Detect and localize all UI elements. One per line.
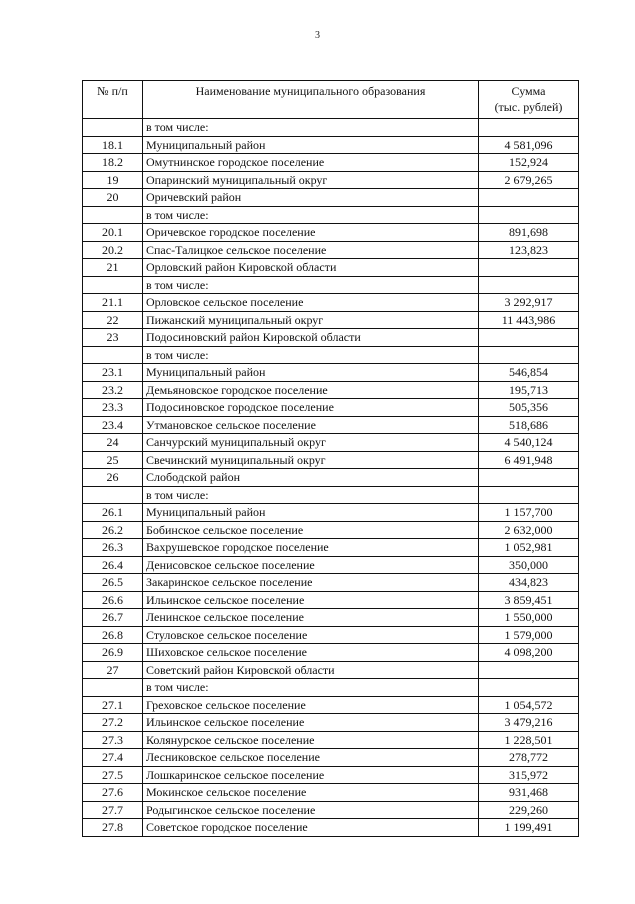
table-row [83, 329, 579, 347]
row-name-cell: Санчурский муниципальный округ [143, 434, 479, 452]
row-number-cell: 26.8 [83, 626, 143, 644]
table-row [83, 696, 579, 714]
row-name-cell: Подосиновское городское поселение [143, 399, 479, 417]
table-row [83, 171, 579, 189]
row-sum-cell: 4 098,200 [479, 644, 579, 662]
table-row [83, 801, 579, 819]
table-row [83, 644, 579, 662]
row-number-cell: 20 [83, 189, 143, 207]
row-number-cell: 21 [83, 259, 143, 277]
row-sum-cell: 4 540,124 [479, 434, 579, 452]
row-name-cell: Вахрушевское городское поселение [143, 539, 479, 557]
table-row [83, 766, 579, 784]
table-row [83, 486, 579, 504]
row-number-cell [83, 486, 143, 504]
row-number-cell: 24 [83, 434, 143, 452]
row-number-cell: 23 [83, 329, 143, 347]
row-sum-cell: 1 550,000 [479, 609, 579, 627]
row-name-cell: Ильинское сельское поселение [143, 714, 479, 732]
row-name-cell: Родыгинское сельское поселение [143, 801, 479, 819]
row-sum-cell: 891,698 [479, 224, 579, 242]
row-sum-cell: 315,972 [479, 766, 579, 784]
row-sum-cell [479, 119, 579, 137]
row-number-cell: 25 [83, 451, 143, 469]
row-name-cell: Денисовское сельское поселение [143, 556, 479, 574]
row-number-cell: 27.7 [83, 801, 143, 819]
row-name-cell: в том числе: [143, 119, 479, 137]
row-name-cell: Пижанский муниципальный округ [143, 311, 479, 329]
table-row [83, 434, 579, 452]
budget-table [82, 80, 579, 837]
row-number-cell: 26.6 [83, 591, 143, 609]
table-row [83, 206, 579, 224]
table-row [83, 241, 579, 259]
table-row [83, 189, 579, 207]
table-row [83, 679, 579, 697]
table-row [83, 749, 579, 767]
row-name-cell: Опаринский муниципальный округ [143, 171, 479, 189]
table-row [83, 451, 579, 469]
row-number-cell: 27 [83, 661, 143, 679]
table-row [83, 381, 579, 399]
row-name-cell: Утмановское сельское поселение [143, 416, 479, 434]
row-sum-cell: 1 157,700 [479, 504, 579, 522]
row-sum-cell [479, 679, 579, 697]
table-body [83, 119, 579, 837]
row-name-cell: в том числе: [143, 276, 479, 294]
row-sum-cell [479, 486, 579, 504]
row-number-cell: 19 [83, 171, 143, 189]
row-sum-cell [479, 329, 579, 347]
row-sum-cell: 2 632,000 [479, 521, 579, 539]
table-row [83, 136, 579, 154]
row-sum-cell [479, 661, 579, 679]
row-sum-cell: 4 581,096 [479, 136, 579, 154]
header-row [83, 81, 579, 119]
row-number-cell: 22 [83, 311, 143, 329]
row-sum-cell: 6 491,948 [479, 451, 579, 469]
page-number: 3 [315, 30, 320, 41]
row-name-cell: Омутнинское городское поселение [143, 154, 479, 172]
row-name-cell: Подосиновский район Кировской области [143, 329, 479, 347]
row-name-cell: Свечинский муниципальный округ [143, 451, 479, 469]
row-number-cell: 26.3 [83, 539, 143, 557]
row-sum-cell [479, 206, 579, 224]
row-name-cell: в том числе: [143, 486, 479, 504]
row-name-cell: Слободской район [143, 469, 479, 487]
row-name-cell: Греховское сельское поселение [143, 696, 479, 714]
row-name-cell: Советский район Кировской области [143, 661, 479, 679]
header-num: № п/п [83, 81, 143, 119]
row-number-cell: 26.7 [83, 609, 143, 627]
row-number-cell [83, 119, 143, 137]
row-name-cell: в том числе: [143, 679, 479, 697]
row-number-cell: 23.1 [83, 364, 143, 382]
row-number-cell: 18.1 [83, 136, 143, 154]
row-sum-cell [479, 346, 579, 364]
row-number-cell: 20.2 [83, 241, 143, 259]
row-sum-cell: 229,260 [479, 801, 579, 819]
row-sum-cell: 931,468 [479, 784, 579, 802]
table-row [83, 224, 579, 242]
table-row [83, 539, 579, 557]
table-row [83, 469, 579, 487]
row-sum-cell [479, 189, 579, 207]
row-name-cell: Оричевское городское поселение [143, 224, 479, 242]
row-sum-cell: 350,000 [479, 556, 579, 574]
table-row [83, 626, 579, 644]
row-number-cell: 27.6 [83, 784, 143, 802]
table-row [83, 119, 579, 137]
header-sum: Сумма (тыс. рублей) [479, 81, 579, 119]
row-number-cell [83, 346, 143, 364]
row-number-cell: 27.3 [83, 731, 143, 749]
row-name-cell: Колянурское сельское поселение [143, 731, 479, 749]
row-sum-cell: 2 679,265 [479, 171, 579, 189]
row-name-cell: Спас-Талицкое сельское поселение [143, 241, 479, 259]
row-sum-cell: 518,686 [479, 416, 579, 434]
table-row [83, 731, 579, 749]
row-number-cell [83, 679, 143, 697]
row-sum-cell: 278,772 [479, 749, 579, 767]
row-sum-cell: 1 199,491 [479, 819, 579, 837]
table-row [83, 311, 579, 329]
row-name-cell: в том числе: [143, 206, 479, 224]
row-sum-cell: 505,356 [479, 399, 579, 417]
table-row [83, 714, 579, 732]
table-row [83, 346, 579, 364]
table-row [83, 819, 579, 837]
row-number-cell [83, 206, 143, 224]
row-number-cell: 27.1 [83, 696, 143, 714]
table-row [83, 661, 579, 679]
table-row [83, 591, 579, 609]
row-sum-cell [479, 276, 579, 294]
table-row [83, 259, 579, 277]
row-number-cell: 23.3 [83, 399, 143, 417]
row-name-cell: Шиховское сельское поселение [143, 644, 479, 662]
row-sum-cell: 1 052,981 [479, 539, 579, 557]
row-name-cell: в том числе: [143, 346, 479, 364]
row-sum-cell: 3 479,216 [479, 714, 579, 732]
row-number-cell: 23.2 [83, 381, 143, 399]
row-sum-cell: 123,823 [479, 241, 579, 259]
row-name-cell: Мокинское сельское поселение [143, 784, 479, 802]
row-name-cell: Демьяновское городское поселение [143, 381, 479, 399]
row-number-cell: 26.4 [83, 556, 143, 574]
row-sum-cell [479, 259, 579, 277]
row-sum-cell: 195,713 [479, 381, 579, 399]
table-row [83, 416, 579, 434]
row-sum-cell: 1 054,572 [479, 696, 579, 714]
row-number-cell: 26 [83, 469, 143, 487]
row-number-cell: 26.9 [83, 644, 143, 662]
table-row [83, 154, 579, 172]
row-sum-cell: 11 443,986 [479, 311, 579, 329]
row-number-cell: 18.2 [83, 154, 143, 172]
row-number-cell: 21.1 [83, 294, 143, 312]
row-name-cell: Оричевский район [143, 189, 479, 207]
row-number-cell: 26.2 [83, 521, 143, 539]
row-number-cell: 23.4 [83, 416, 143, 434]
row-sum-cell: 546,854 [479, 364, 579, 382]
table-row [83, 276, 579, 294]
row-number-cell: 20.1 [83, 224, 143, 242]
row-name-cell: Лесниковское сельское поселение [143, 749, 479, 767]
table-row [83, 504, 579, 522]
row-sum-cell [479, 469, 579, 487]
row-sum-cell: 152,924 [479, 154, 579, 172]
row-name-cell: Закаринское сельское поселение [143, 574, 479, 592]
table-row [83, 574, 579, 592]
table-header [83, 81, 579, 119]
row-name-cell: Ленинское сельское поселение [143, 609, 479, 627]
table-row [83, 521, 579, 539]
row-name-cell: Лошкаринское сельское поселение [143, 766, 479, 784]
row-sum-cell: 434,823 [479, 574, 579, 592]
row-name-cell: Орловский район Кировской области [143, 259, 479, 277]
row-number-cell: 27.4 [83, 749, 143, 767]
table-row [83, 294, 579, 312]
row-number-cell: 27.8 [83, 819, 143, 837]
row-name-cell: Советское городское поселение [143, 819, 479, 837]
table-row [83, 556, 579, 574]
table-row [83, 364, 579, 382]
row-sum-cell: 3 292,917 [479, 294, 579, 312]
row-name-cell: Орловское сельское поселение [143, 294, 479, 312]
table-row [83, 784, 579, 802]
row-name-cell: Ильинское сельское поселение [143, 591, 479, 609]
table-row [83, 609, 579, 627]
row-number-cell: 27.5 [83, 766, 143, 784]
row-number-cell: 26.5 [83, 574, 143, 592]
row-name-cell: Стуловское сельское поселение [143, 626, 479, 644]
row-name-cell: Муниципальный район [143, 136, 479, 154]
row-sum-cell: 3 859,451 [479, 591, 579, 609]
row-sum-cell: 1 579,000 [479, 626, 579, 644]
table-row [83, 399, 579, 417]
row-name-cell: Муниципальный район [143, 504, 479, 522]
row-number-cell: 27.2 [83, 714, 143, 732]
row-name-cell: Муниципальный район [143, 364, 479, 382]
row-number-cell [83, 276, 143, 294]
row-sum-cell: 1 228,501 [479, 731, 579, 749]
row-name-cell: Бобинское сельское поселение [143, 521, 479, 539]
row-number-cell: 26.1 [83, 504, 143, 522]
header-name: Наименование муниципального образования [143, 81, 479, 119]
